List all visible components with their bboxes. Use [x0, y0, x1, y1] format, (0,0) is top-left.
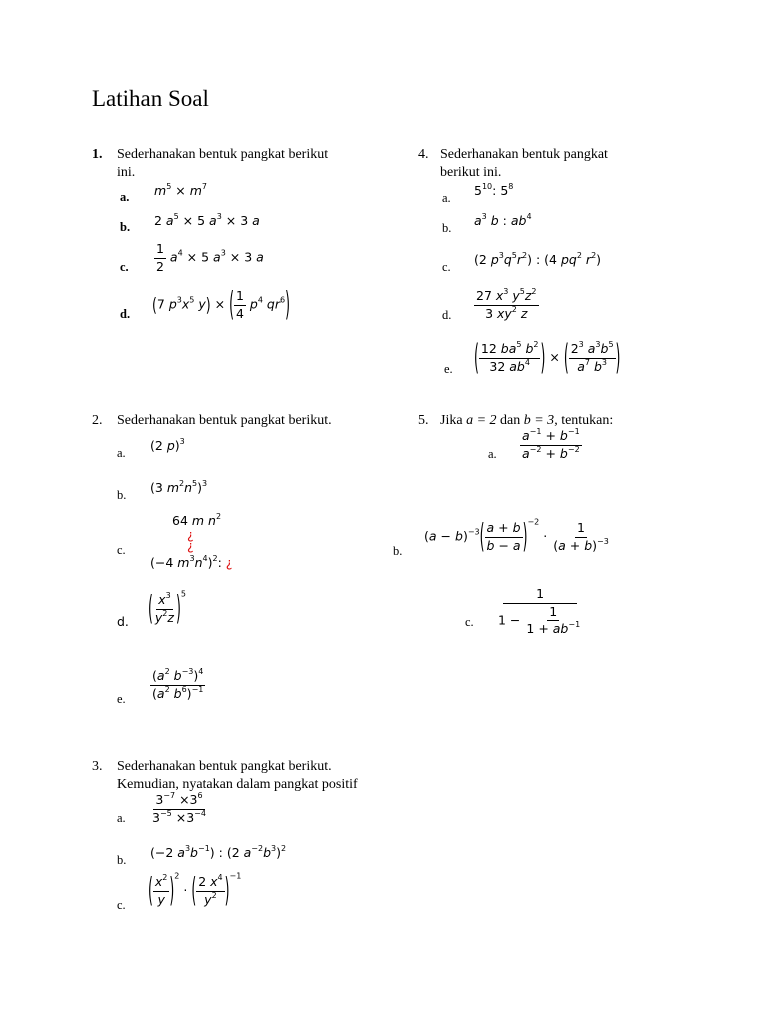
- q4-expr-c: (2 $p^3q^5r^2$) : (4 $pq^2$ $r^2$): [474, 251, 602, 267]
- q1-label-d: d.: [120, 307, 131, 321]
- q5-a-value: a = 2: [466, 413, 497, 428]
- q1-label-a: a.: [120, 190, 130, 204]
- q1-expr-b: 2 $a^5 \times 5$ $a^3 \times 3$ a: [154, 212, 260, 228]
- q3-expr-a: $\frac{3^{-7} \times 3^6}{3^{-5} \times 3^{-4}}$: [152, 791, 206, 825]
- q4-expr-a: $5^{10}$: $5^8$: [474, 182, 514, 198]
- q3-expr-b: (−2 $a^3b^{-1}$) : (2 $a^{-2}b^3)^2$: [150, 844, 287, 860]
- q2-expr-c-artifact-2: ¿: [187, 538, 194, 553]
- q5-label-a: a.: [488, 447, 497, 461]
- q1-text-line1: Sederhanakan bentuk pangkat berikut: [117, 147, 329, 162]
- q5-expr-c: 1 1 − $\frac{1}{1 + ab^{-1}}$: [498, 586, 581, 636]
- q5-label-c: c.: [465, 615, 474, 629]
- q3-label-c: c.: [117, 898, 126, 912]
- q3-label-a: a.: [117, 811, 126, 825]
- q4-expr-b: $a^3$ b : $ab^4$: [474, 212, 532, 228]
- q2-label-c: c.: [117, 543, 126, 557]
- q2-label-a: a.: [117, 446, 126, 460]
- q2-expr-c-top: 64 m $n^2$: [172, 512, 222, 528]
- q2-expr-a: (2 p)$^3$: [150, 437, 185, 453]
- q4-label-b: b.: [442, 221, 452, 235]
- q1-expr-d: (7 $p^3x^5$ y) × ( $\frac{1}{4}$ $p^4$ $qr^6$): [152, 283, 290, 323]
- q1-number: 1.: [92, 147, 103, 162]
- q4-label-e: e.: [444, 362, 453, 376]
- q2-label-b: b.: [117, 488, 127, 502]
- q5-text-mid: dan: [500, 413, 521, 428]
- q4-expr-d: $\frac{27 x^3 y^5z^2}{3 xy^2 z}$: [476, 287, 537, 321]
- q2-expr-d: ( $\frac{x^3}{y^2z}$ )$^5$: [148, 587, 186, 627]
- q4-text-line1: Sederhanakan bentuk pangkat: [440, 147, 608, 162]
- q2-expr-b: (3 $m^2n^5)^3$: [150, 479, 208, 495]
- q3-text-line2: Kemudian, nyatakan dalam pangkat positif: [117, 777, 358, 792]
- q4-expr-e: ( $\frac{12 ba^5 b^2}{32 ab^4}$ ) × ( $\frac{2^3 a^3b^5}{a^7 b^3}$ ): [474, 334, 621, 377]
- page-title: Latihan Soal: [92, 86, 209, 111]
- q5-text-pre: Jika: [440, 413, 463, 428]
- q5-text-post: , tentukan:: [554, 413, 614, 428]
- q2-expr-e: $\frac{(a^2 b^{-3})^4}{(a^2 b^6)^{-1}}$: [152, 667, 204, 701]
- q3-text-line1: Sederhanakan bentuk pangkat berikut.: [117, 759, 332, 774]
- q2-label-d: d.: [117, 614, 129, 629]
- q5-expr-a: $\frac{a^{-1} + b^{-1}}{a^{-2} + b^{-2}}$: [522, 427, 580, 461]
- q2-expr-c-bottom: (−4 $m^3n^4)^2$: ¿: [150, 554, 233, 570]
- q3-number: 3.: [92, 759, 103, 774]
- q2-number: 2.: [92, 413, 103, 428]
- q2-expr-c-artifact-3: ¿: [225, 555, 233, 570]
- q4-label-a: a.: [442, 191, 451, 205]
- q1-label-b: b.: [120, 220, 131, 234]
- q2-label-e: e.: [117, 692, 126, 706]
- q4-label-d: d.: [442, 308, 452, 322]
- q2-expr-c-artifact-1: ¿: [187, 527, 194, 542]
- q3-expr-c: ( $\frac{x^2}{y}$ )$^2$ · ( $\frac{2 x^4}{y^2}$ )$^{-1}$: [148, 869, 242, 909]
- q3-label-b: b.: [117, 853, 127, 867]
- q4-label-c: c.: [442, 260, 451, 274]
- q5-label-b: b.: [393, 544, 403, 558]
- q5-b-value: b = 3: [523, 413, 555, 428]
- q1-expr-c: $\frac{1}{2}$ $a^4 \times 5$ $a^3 \times 3$ a: [156, 241, 264, 274]
- q5-expr-b: $(a - b)^{-3}$( $\frac{a + b}{b - a}$ )$^{-2}$ · $\frac{1}{(a + b)^{-3}}$: [424, 515, 609, 555]
- q1-label-c: c.: [120, 260, 129, 274]
- q2-text: Sederhanakan bentuk pangkat berikut.: [117, 413, 332, 428]
- q1-expr-a: $m^5 \times m^7$: [154, 182, 207, 198]
- q4-number: 4.: [418, 147, 429, 162]
- q5-number: 5.: [418, 413, 429, 428]
- q1-text-line2: ini.: [117, 165, 136, 180]
- q4-text-line2: berikut ini.: [440, 165, 502, 180]
